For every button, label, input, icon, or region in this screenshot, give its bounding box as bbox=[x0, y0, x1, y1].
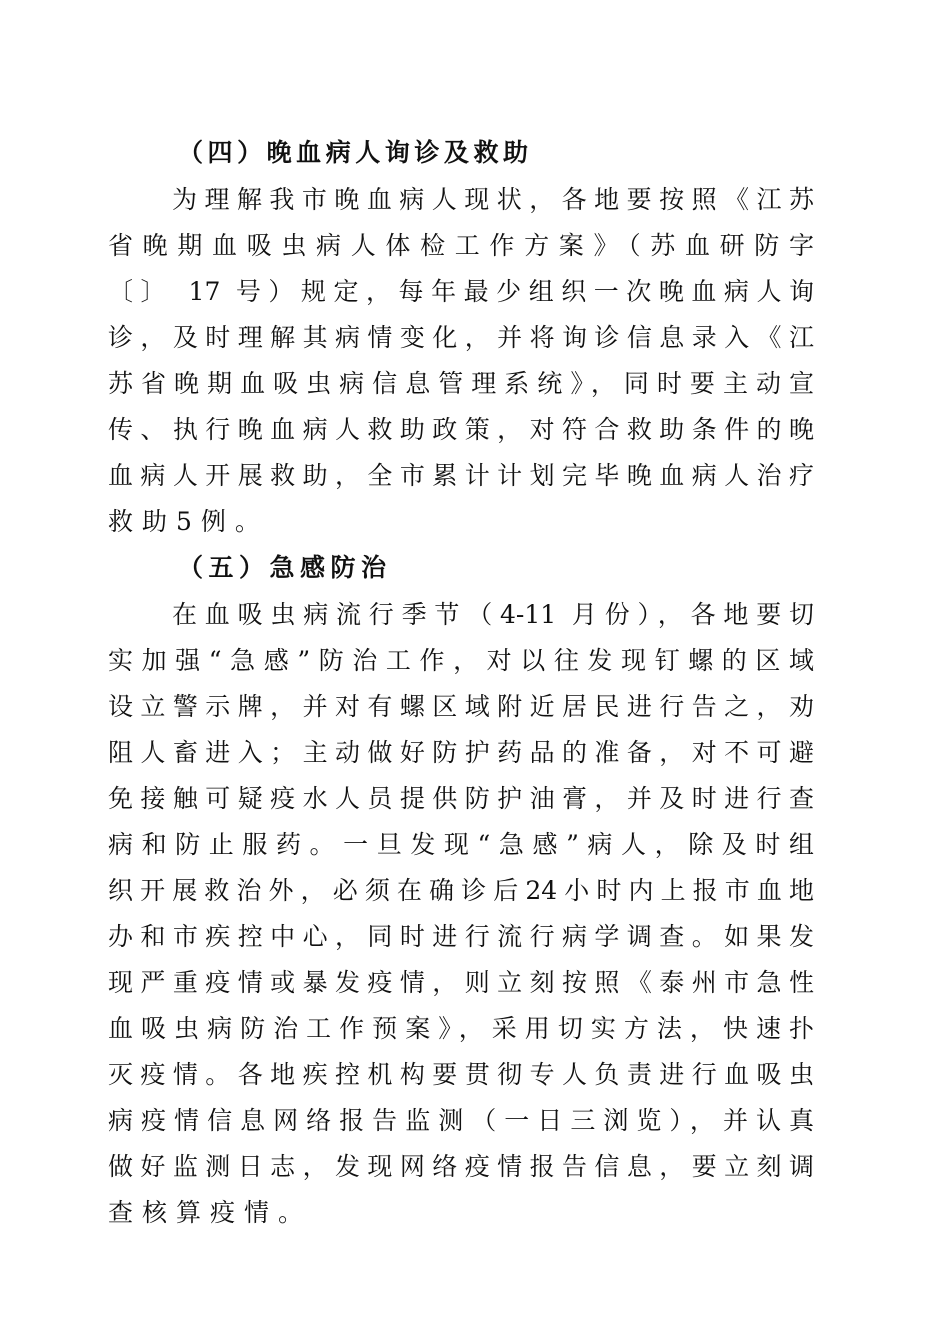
section-heading-4: （四）晚血病人询诊及救助 bbox=[178, 138, 528, 167]
paragraph-line: 设立警示牌，并对有螺区域附近居民进行告之，劝 bbox=[108, 692, 814, 721]
paragraph-line: 在血吸虫病流行季节（4-11 月份），各地要切 bbox=[172, 600, 814, 629]
paragraph-line: 为理解我市晚血病人现状，各地要按照《江苏 bbox=[172, 185, 814, 214]
paragraph-line: 办和市疾控中心，同时进行流行病学调查。如果发 bbox=[108, 922, 814, 951]
paragraph-line: 病和防止服药。一旦发现“急感”病人，除及时组 bbox=[108, 830, 814, 859]
paragraph-line: 血病人开展救助，全市累计计划完毕晚血病人治疗 bbox=[108, 461, 814, 490]
paragraph-line: 实加强“急感”防治工作，对以往发现钉螺的区域 bbox=[108, 646, 814, 675]
paragraph-line: 免接触可疑疫水人员提供防护油膏，并及时进行查 bbox=[108, 784, 814, 813]
section-heading-5: （五）急感防治 bbox=[178, 553, 386, 582]
paragraph-line: 查核算疫情。 bbox=[108, 1198, 313, 1227]
paragraph-line: 救助5例。 bbox=[108, 507, 269, 536]
paragraph-line: 〔〕 17 号）规定，每年最少组织一次晚血病人询 bbox=[108, 277, 814, 306]
paragraph-line: 诊，及时理解其病情变化，并将询诊信息录入《江 bbox=[108, 323, 814, 352]
paragraph-line: 做好监测日志，发现网络疫情报告信息，要立刻调 bbox=[108, 1152, 814, 1181]
paragraph-line: 传、执行晚血病人救助政策，对符合救助条件的晚 bbox=[108, 415, 814, 444]
paragraph-line: 苏省晚期血吸虫病信息管理系统》，同时要主动宣 bbox=[108, 369, 814, 398]
paragraph-line: 阻人畜进入；主动做好防护药品的准备，对不可避 bbox=[108, 738, 814, 767]
paragraph-line: 血吸虫病防治工作预案》，采用切实方法，快速扑 bbox=[108, 1014, 814, 1043]
paragraph-line: 现严重疫情或暴发疫情，则立刻按照《泰州市急性 bbox=[108, 968, 814, 997]
paragraph-line: 织开展救治外，必须在确诊后24小时内上报市血地 bbox=[108, 876, 814, 905]
paragraph-line: 灭疫情。各地疾控机构要贯彻专人负责进行血吸虫 bbox=[108, 1060, 814, 1089]
paragraph-line: 省晚期血吸虫病人体检工作方案》（苏血研防字 bbox=[108, 231, 814, 260]
paragraph-line: 病疫情信息网络报告监测（一日三浏览），并认真 bbox=[108, 1106, 814, 1135]
